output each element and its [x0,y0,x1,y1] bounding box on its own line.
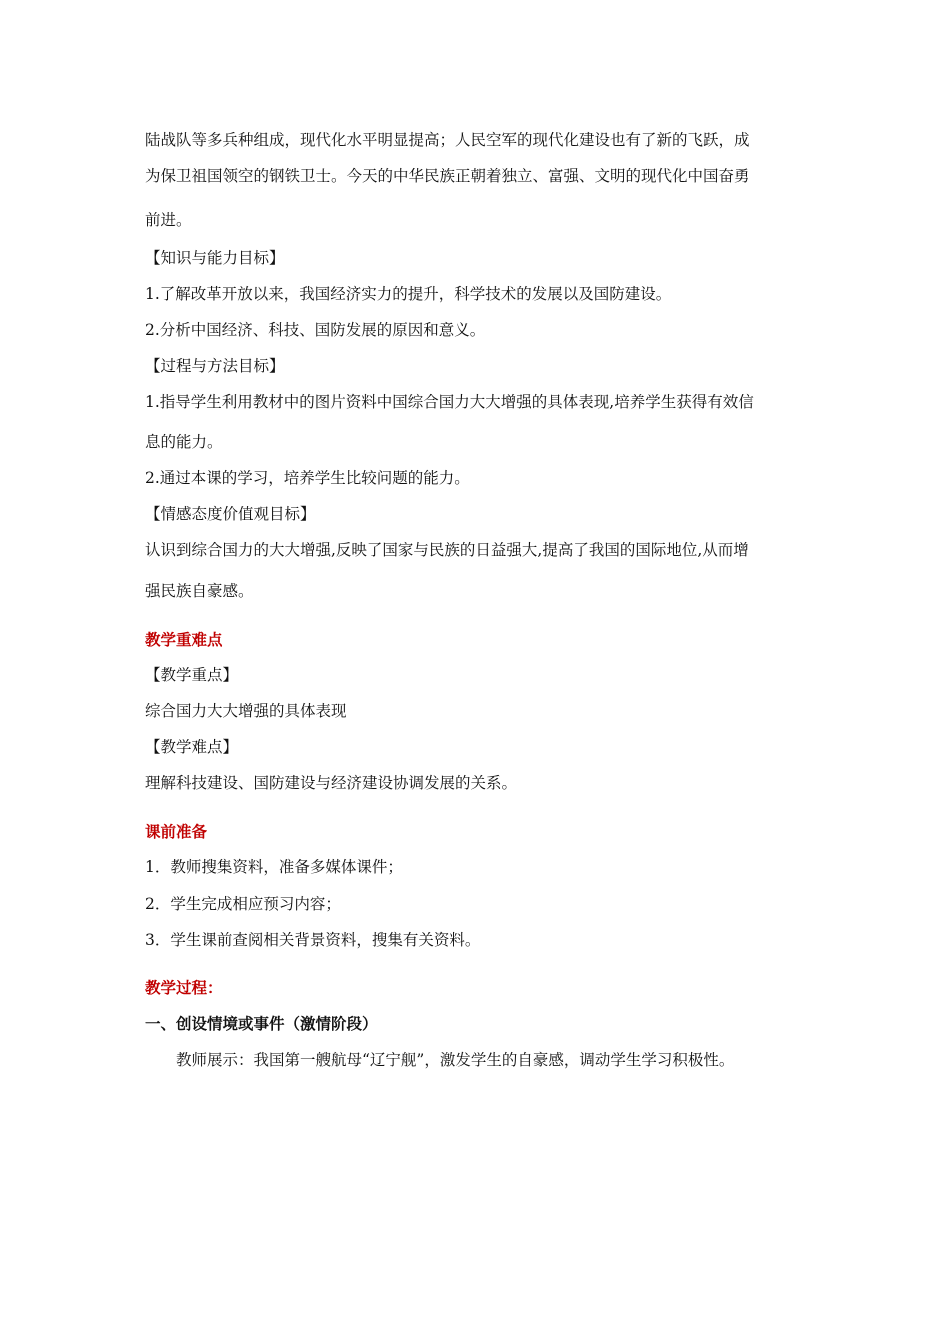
knowledge-item-2: 2.分析中国经济、科技、国防发展的原因和意义。 [145,321,486,339]
intro-line-1: 陆战队等多兵种组成，现代化水平明显提高；人民空军的现代化建设也有了新的飞跃，成 [145,131,750,149]
step-1-heading: 一、创设情境或事件（激情阶段） [145,1014,378,1033]
intro-line-3: 前进。 [145,211,192,229]
teaching-process-title: 教学过程： [145,978,223,997]
key-points-title: 教学重难点 [145,630,223,649]
focus-heading: 【教学重点】 [145,666,239,684]
knowledge-heading: 【知识与能力目标】 [145,249,285,267]
intro-line-2: 为保卫祖国领空的钢铁卫士。今天的中华民族正朝着独立、富强、文明的现代化中国奋勇 [145,167,750,185]
preparation-title: 课前准备 [145,822,208,841]
focus-text: 综合国力大大增强的具体表现 [145,702,347,720]
process-item-2: 2.通过本课的学习，培养学生比较问题的能力。 [145,469,470,487]
process-item-1-line-2: 息的能力。 [145,433,223,451]
preparation-item-3: 3．学生课前查阅相关背景资料，搜集有关资料。 [145,931,481,949]
difficulty-heading: 【教学难点】 [145,738,239,756]
process-item-1-line-1: 1.指导学生利用教材中的图片资料中国综合国力大大增强的具体表现,培养学生获得有效信 [145,393,754,411]
difficulty-text: 理解科技建设、国防建设与经济建设协调发展的关系。 [145,774,518,792]
preparation-item-1: 1．教师搜集资料，准备多媒体课件； [145,858,403,876]
step-1-text: 教师展示：我国第一艘航母“辽宁舰”，激发学生的自豪感，调动学生学习积极性。 [176,1051,735,1069]
process-heading: 【过程与方法目标】 [145,357,285,375]
emotion-line-2: 强民族自豪感。 [145,582,254,600]
knowledge-item-1: 1.了解改革开放以来，我国经济实力的提升，科学技术的发展以及国防建设。 [145,285,672,303]
emotion-heading: 【情感态度价值观目标】 [145,505,316,523]
emotion-line-1: 认识到综合国力的大大增强,反映了国家与民族的日益强大,提高了我国的国际地位,从而增 [145,541,749,559]
preparation-item-2: 2．学生完成相应预习内容； [145,895,341,913]
